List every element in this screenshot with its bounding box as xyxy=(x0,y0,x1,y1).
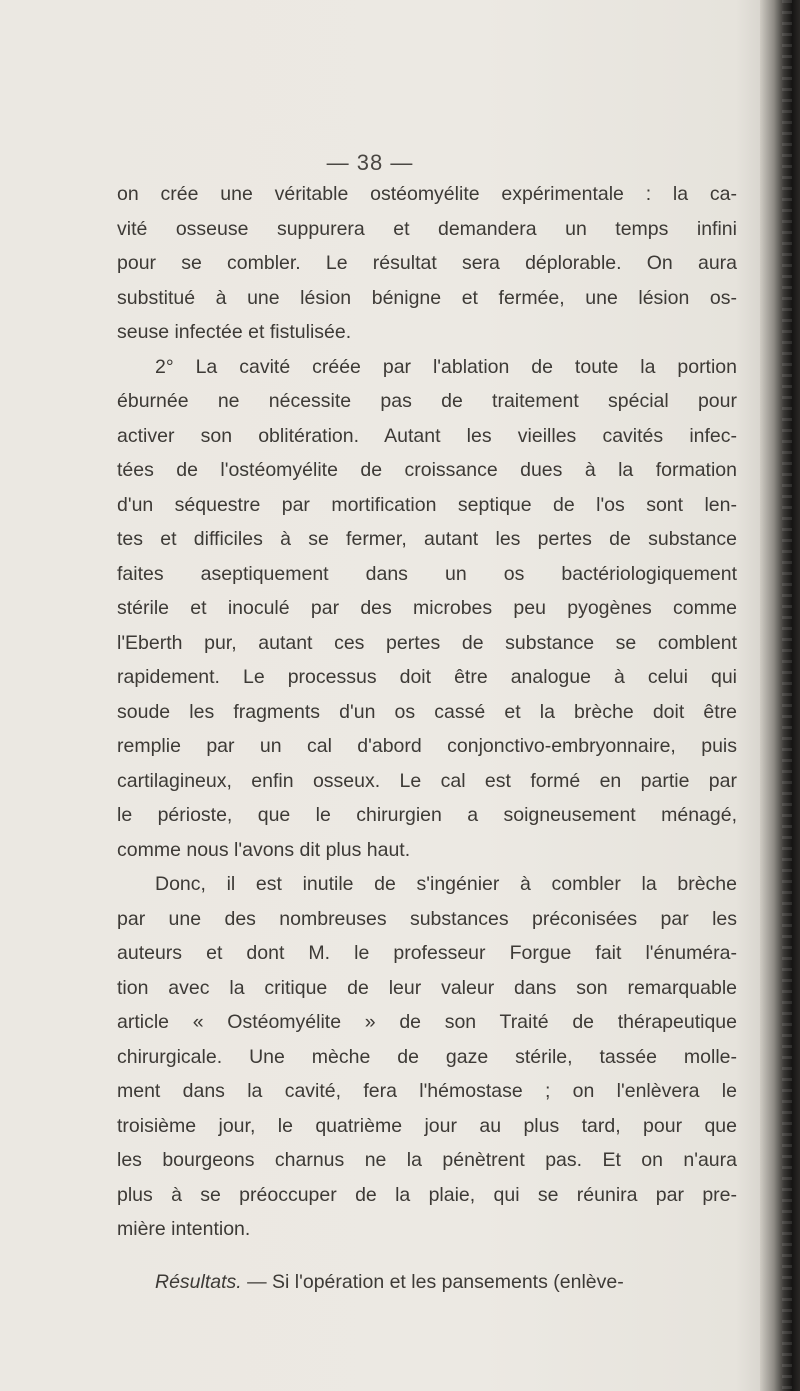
text-line: ment dans la cavité, fera l'hémostase ; on l'enlèvera le xyxy=(117,1080,737,1102)
text-line: éburnée ne nécessite pas de traitement spécial pour xyxy=(117,390,737,412)
text-line: le périoste, que le chirurgien a soigneusement ménagé, xyxy=(117,804,737,826)
text-line: activer son oblitération. Autant les vieilles cavités infec- xyxy=(117,424,737,447)
text-line: stérile et inoculé par des microbes peu pyogènes comme xyxy=(117,597,737,619)
text-line: tes et difficiles à se fermer, autant les pertes de substance xyxy=(117,528,737,550)
text-line: seuse infectée et fistulisée. xyxy=(117,321,352,343)
text-line: Donc, il est inutile de s'ingénier à combler la brèche xyxy=(155,873,737,895)
text-line: rapidement. Le processus doit être analogue à celui qui xyxy=(117,666,737,688)
text-line: plus à se préoccuper de la plaie, qui se réunira par pre- xyxy=(117,1183,737,1206)
results-line xyxy=(117,1265,737,1300)
results-heading: Résultats. xyxy=(155,1270,242,1293)
text-line: comme nous l'avons dit plus haut. xyxy=(117,838,411,861)
text-line: substitué à une lésion bénigne et fermée, une lésion os- xyxy=(117,286,737,309)
text-line: par une des nombreuses substances préconisées par les xyxy=(117,907,737,930)
text-line: mière intention. xyxy=(117,1218,251,1240)
text-line: soude les fragments d'un os cassé et la brèche doit être xyxy=(117,700,737,723)
results-text: — Si l'opération et les pansements (enlève- xyxy=(241,1270,624,1293)
text-line: remplie par un cal d'abord conjonctivo-embryonnaire, puis xyxy=(117,735,737,757)
text-line: article « Ostéomyélite » de son Traité de thérapeutique xyxy=(117,1011,737,1033)
text-line: l'Eberth pur, autant ces pertes de substance se comblent xyxy=(117,631,737,654)
text-line: 2° La cavité créée par l'ablation de toute la portion xyxy=(155,355,737,378)
text-line: cartilagineux, enfin osseux. Le cal est formé en partie par xyxy=(117,769,737,792)
text-line: tées de l'ostéomyélite de croissance dues à la formation xyxy=(117,459,737,481)
text-line: pour se combler. Le résultat sera déplorable. On aura xyxy=(117,252,737,274)
text-line: on crée une véritable ostéomyélite expérimentale : la ca- xyxy=(117,183,737,205)
text-line: les bourgeons charnus ne la pénètrent pas. Et on n'aura xyxy=(117,1149,737,1171)
body-text xyxy=(117,177,737,1299)
text-line: d'un séquestre par mortification septique de l'os sont len- xyxy=(117,493,737,516)
text-line: chirurgicale. Une mèche de gaze stérile, tassée molle- xyxy=(117,1045,737,1068)
text-line: auteurs et dont M. le professeur Forgue fait l'énuméra- xyxy=(117,942,737,964)
page-number: — 38 — xyxy=(326,150,414,175)
text-line: troisième jour, le quatrième jour au plus tard, pour que xyxy=(117,1114,737,1137)
text-line: faites aseptiquement dans un os bactériologiquement xyxy=(117,562,737,585)
text-line: tion avec la critique de leur valeur dans son remarquable xyxy=(117,976,737,999)
text-line: vité osseuse suppurera et demandera un temps infini xyxy=(117,217,737,240)
page-binding-edge xyxy=(760,0,800,1391)
